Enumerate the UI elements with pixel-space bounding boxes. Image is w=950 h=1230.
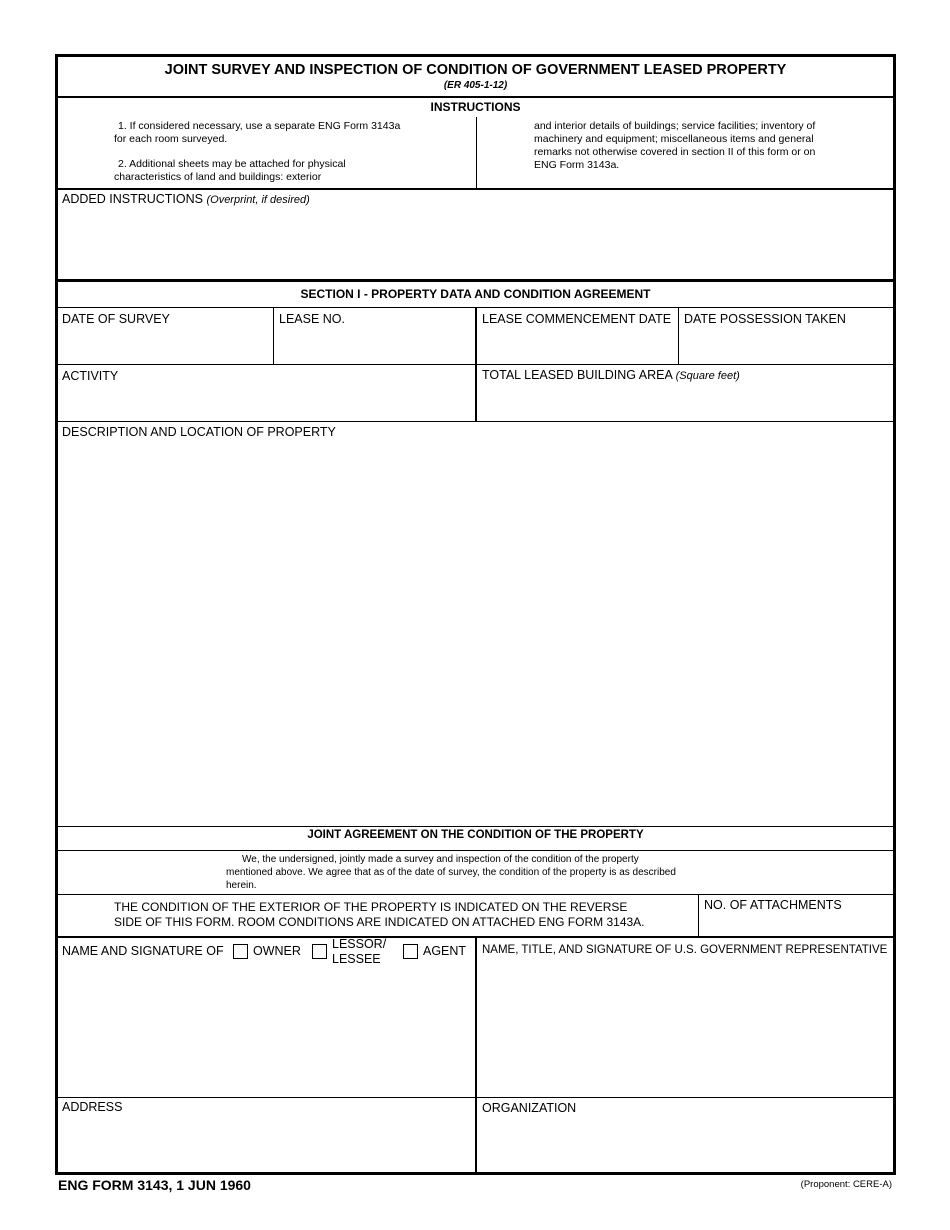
- form-number: ENG FORM 3143, 1 JUN 1960: [58, 1177, 251, 1193]
- description-label: DESCRIPTION AND LOCATION OF PROPERTY: [62, 425, 336, 439]
- section1-heading: SECTION I - PROPERTY DATA AND CONDITION AGREEMENT: [300, 287, 651, 301]
- owner-label: OWNER: [253, 944, 301, 958]
- total-area-label: TOTAL LEASED BUILDING AREA (Square feet): [482, 368, 740, 382]
- gov-rep-label: NAME, TITLE, AND SIGNATURE OF U.S. GOVERNMENT REPRESENTATIVE: [482, 944, 888, 956]
- agreement-text: We, the undersigned, jointly made a survey and inspection of the condition of the property mentioned above. We agree that as of the date of survey, the condition of the property is as described herein.: [226, 854, 676, 891]
- lease-no-field[interactable]: [274, 327, 475, 363]
- instruction-1: 1. If considered necessary, use a separate ENG Form 3143a for each room surveyed.: [114, 120, 401, 145]
- regulation-ref: (ER 405-1-12): [443, 80, 508, 91]
- lease-commencement-field[interactable]: [478, 327, 678, 363]
- date-of-survey-field[interactable]: [58, 327, 273, 363]
- activity-label: ACTIVITY: [62, 369, 119, 383]
- address-field[interactable]: [58, 1117, 474, 1174]
- divider: [58, 894, 893, 895]
- agent-checkbox[interactable]: [403, 944, 418, 959]
- divider: [58, 188, 893, 190]
- date-possession-field[interactable]: [679, 327, 893, 363]
- divider: [58, 1097, 893, 1098]
- form-title: JOINT SURVEY AND INSPECTION OF CONDITION OF GOVERNMENT LEASED PROPERTY: [164, 62, 787, 78]
- organization-label: ORGANIZATION: [482, 1101, 577, 1115]
- attachments-field[interactable]: [699, 914, 893, 936]
- owner-checkbox[interactable]: [233, 944, 248, 959]
- date-possession-label: DATE POSSESSION TAKEN: [684, 312, 846, 326]
- signature-field[interactable]: [58, 967, 474, 1095]
- total-area-field[interactable]: [478, 384, 893, 420]
- date-of-survey-label: DATE OF SURVEY: [62, 312, 170, 326]
- gov-rep-field[interactable]: [478, 965, 893, 1095]
- agreement-heading: JOINT AGREEMENT ON THE CONDITION OF THE PROPERTY: [307, 829, 644, 841]
- agent-label: AGENT: [423, 944, 467, 958]
- divider: [476, 117, 477, 189]
- divider: [58, 850, 893, 851]
- address-label: ADDRESS: [62, 1100, 123, 1114]
- lease-no-label: LEASE NO.: [279, 312, 345, 326]
- instructions-heading: INSTRUCTIONS: [430, 100, 521, 114]
- lessor-lessee-label: LESSOR/ LESSEE: [332, 937, 387, 966]
- divider: [475, 937, 477, 1175]
- condition-line-1: THE CONDITION OF THE EXTERIOR OF THE PROPERTY IS INDICATED ON THE REVERSE: [114, 900, 628, 914]
- form-frame: [55, 54, 896, 1175]
- divider: [58, 279, 893, 282]
- divider: [58, 826, 893, 827]
- lease-commencement-label: LEASE COMMENCEMENT DATE: [482, 312, 672, 326]
- added-instructions-field[interactable]: [58, 209, 893, 279]
- description-field[interactable]: [58, 441, 893, 825]
- condition-line-2: SIDE OF THIS FORM. ROOM CONDITIONS ARE INDICATED ON ATTACHED ENG FORM 3143A.: [114, 915, 645, 929]
- instruction-2: 2. Additional sheets may be attached for physical characteristics of land and buildings: exterior: [114, 158, 346, 183]
- attachments-label: NO. OF ATTACHMENTS: [704, 898, 842, 912]
- name-signature-label: NAME AND SIGNATURE OF: [62, 944, 224, 958]
- organization-field[interactable]: [478, 1117, 893, 1174]
- lessor-lessee-checkbox[interactable]: [312, 944, 327, 959]
- divider: [58, 96, 893, 98]
- divider: [58, 364, 893, 365]
- activity-field[interactable]: [58, 384, 474, 420]
- added-instructions-label: ADDED INSTRUCTIONS (Overprint, if desired): [62, 192, 310, 206]
- divider: [58, 421, 893, 422]
- proponent: (Proponent: CERE-A): [800, 1179, 892, 1190]
- instruction-2-continued: and interior details of buildings; service facilities; inventory of machinery and equipment; miscellaneous items and general remarks not otherwise covered in section II of this form or on ENG Form 3143a.: [534, 120, 816, 171]
